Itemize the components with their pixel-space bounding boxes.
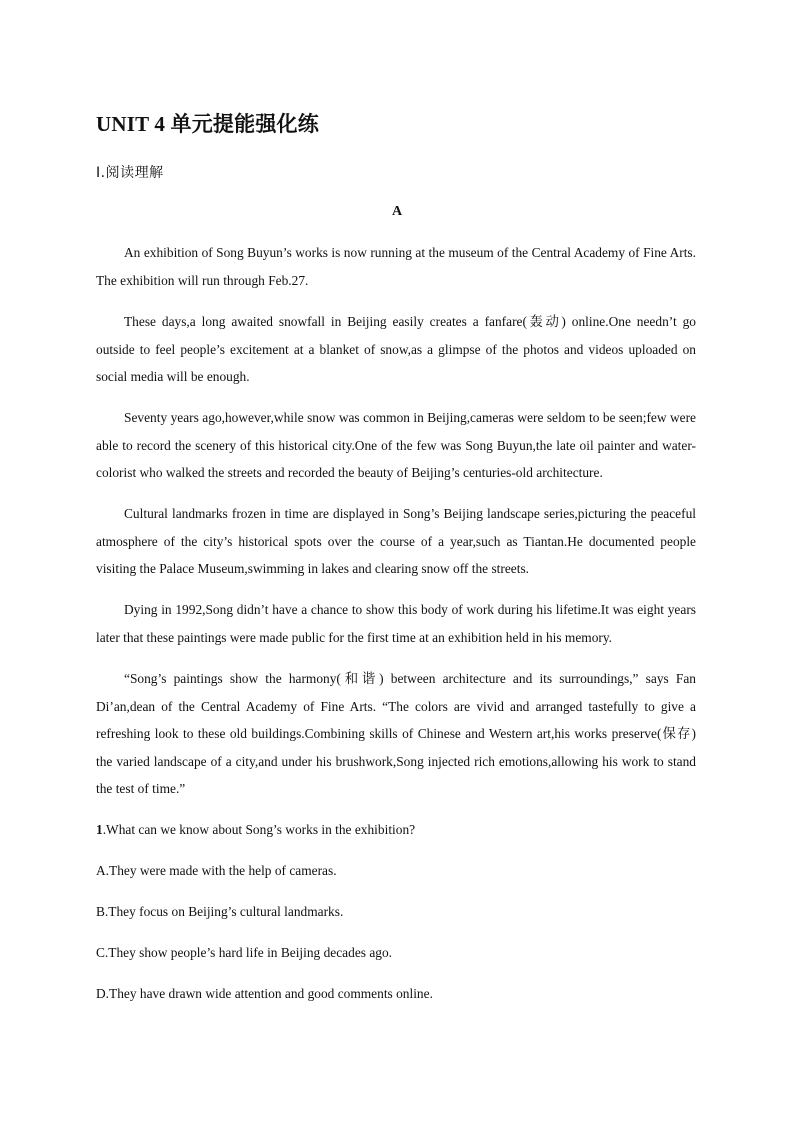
paragraph-2: These days,a long awaited snowfall in Beijing easily creates a fanfare(轰动) online.One needn’t go outside to feel people’s excitement at a blanket of snow,as a glimpse of the photos and videos uploaded on social media will be enough. — [96, 314, 696, 385]
question-text: .What can we know about Song’s works in the exhibition? — [102, 822, 416, 837]
paragraph-6: “Song’s paintings show the harmony(和谐) between architecture and its surroundings,” says Fan Di’an,dean of the Central Academy of Fine Arts. “The colors are vivid and arranged tastefully to give a refreshing look to these old buildings.Combining skills of Chinese and Western art,his works preserve(保存) the varied landscape of a city,and under his brushwork,Song injected rich emotions,allowing his work to stand the test of time.” — [96, 671, 696, 797]
option-c: C.They show people’s hard life in Beijing decades ago. — [96, 945, 393, 960]
question-number: 1 — [96, 822, 103, 837]
section-heading: Ⅰ.阅读理解 — [96, 165, 164, 181]
page-title: UNIT 4 单元提能强化练 — [96, 112, 319, 136]
paragraph-4: Cultural landmarks frozen in time are displayed in Song’s Beijing landscape series,picturing the peaceful atmosphere of the city’s historical spots over the course of a year,such as Tiantan.He documented people visiting the Palace Museum,swimming in lakes and clearing snow off the streets. — [96, 506, 696, 577]
question-1 — [96, 816, 696, 844]
option-b: B.They focus on Beijing’s cultural landmarks. — [96, 904, 344, 919]
paragraph-1: An exhibition of Song Buyun’s works is now running at the museum of the Central Academy of Fine Arts. The exhibition will run through Feb.27. — [96, 245, 696, 288]
paragraph-5: Dying in 1992,Song didn’t have a chance to show this body of work during his lifetime.It was eight years later that these paintings were made public for the first time at an exhibition held in his memory. — [96, 602, 696, 645]
option-a: A.They were made with the help of cameras. — [96, 863, 337, 878]
passage-label: A — [391, 204, 403, 219]
paragraph-3: Seventy years ago,however,while snow was common in Beijing,cameras were seldom to be seen;few were able to record the scenery of this historical city.One of the few was Song Buyun,the late oil painter and water-colorist who walked the streets and recorded the beauty of Beijing’s centuries-old architecture. — [96, 410, 696, 481]
option-d: D.They have drawn wide attention and good comments online. — [96, 986, 433, 1001]
